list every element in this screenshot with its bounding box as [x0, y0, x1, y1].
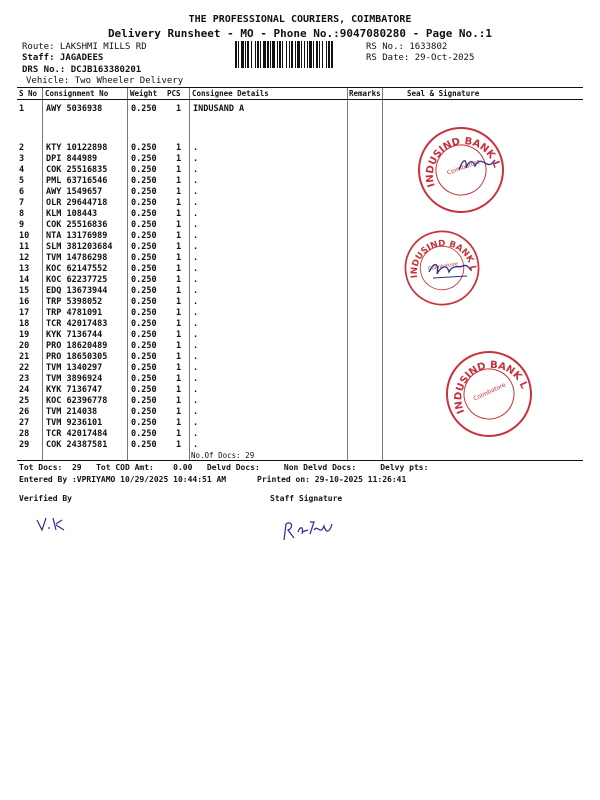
row-consignment-no: TRP 4781091 — [46, 308, 103, 318]
row-pcs: 1 — [176, 352, 182, 362]
row-weight: 0.250 — [131, 275, 157, 285]
col-header-consignee: Consignee Details — [192, 89, 269, 98]
runsheet-subtitle: Delivery Runsheet - MO - Phone No.:9047080280 - Page No.:1 — [107, 27, 493, 40]
row-consignee: . — [193, 286, 199, 296]
row-consignee: . — [193, 231, 199, 241]
staff-signature-label: Staff Signature — [270, 494, 343, 503]
row-weight: 0.250 — [131, 385, 157, 395]
row-weight: 0.250 — [131, 297, 157, 307]
row-pcs: 1 — [176, 374, 182, 384]
row-sno: 29 — [19, 440, 30, 450]
row-consignment-no: EDQ 13673944 — [46, 286, 108, 296]
row-sno: 15 — [19, 286, 30, 296]
barcode-bar — [282, 41, 283, 68]
row-pcs: 1 — [176, 165, 182, 175]
barcode-bar — [328, 41, 330, 68]
row-sno: 21 — [19, 352, 30, 362]
row-weight: 0.250 — [131, 418, 157, 428]
barcode-bar — [235, 41, 237, 68]
svg-text:INDUSIND BANK LTD: INDUSIND BANK LTD — [453, 359, 529, 416]
table-row — [17, 308, 583, 319]
row-sno: 1 — [19, 104, 25, 114]
row-pcs: 1 — [176, 286, 182, 296]
table-row — [17, 231, 583, 242]
row-sno: 27 — [19, 418, 30, 428]
no-of-docs: No.Of Docs: 29 — [191, 451, 255, 460]
row-consignment-no: KLM 108443 — [46, 209, 98, 219]
table-row — [17, 242, 583, 253]
row-sno: 26 — [19, 407, 30, 417]
row-weight: 0.250 — [131, 407, 157, 417]
row-pcs: 1 — [176, 242, 182, 252]
barcode-bar — [319, 41, 320, 68]
drs-number: DRS No.: DCJB163380201 — [22, 65, 142, 75]
row-consignee: . — [193, 154, 199, 164]
row-sno: 16 — [19, 297, 30, 307]
row-consignment-no: SLM 381203684 — [46, 242, 113, 252]
row-weight: 0.250 — [131, 176, 157, 186]
row-consignment-no: TRP 5398052 — [46, 297, 103, 307]
row-pcs: 1 — [176, 176, 182, 186]
row-consignee: . — [193, 143, 199, 153]
row-sno: 19 — [19, 330, 30, 340]
table-row — [17, 297, 583, 308]
svg-text:Coimbatore: Coimbatore — [446, 158, 482, 177]
row-consignee: . — [193, 187, 199, 197]
row-weight: 0.250 — [131, 341, 157, 351]
route-label: Route: LAKSHMI MILLS RD — [22, 42, 147, 52]
row-pcs: 1 — [176, 264, 182, 274]
handwritten-initials — [427, 258, 473, 282]
barcode-bar — [289, 41, 290, 68]
vehicle-label: Vehicle: Two Wheeler Delivery — [26, 76, 184, 86]
row-consignee: . — [193, 253, 199, 263]
barcode — [235, 41, 363, 68]
row-pcs: 1 — [176, 341, 182, 351]
row-pcs: 1 — [176, 297, 182, 307]
row-pcs: 1 — [176, 253, 182, 263]
barcode-bar — [247, 41, 249, 68]
barcode-bar — [326, 41, 327, 68]
table-row — [17, 440, 583, 451]
barcode-bar — [260, 41, 261, 68]
row-consignee: . — [193, 297, 199, 307]
row-consignment-no: PRO 18620489 — [46, 341, 108, 351]
barcode-bar — [291, 41, 293, 68]
row-sno: 18 — [19, 319, 30, 329]
staff-signature — [280, 518, 344, 544]
col-header-remarks: Remarks — [349, 89, 381, 98]
barcode-bar — [301, 41, 302, 68]
row-consignment-no: TCR 42017483 — [46, 319, 108, 329]
row-consignment-no: DPI 844989 — [46, 154, 98, 164]
row-consignee: . — [193, 220, 199, 230]
row-sno: 25 — [19, 396, 30, 406]
row-consignment-no: TVM 214038 — [46, 407, 98, 417]
row-weight: 0.250 — [131, 330, 157, 340]
barcode-bar — [309, 41, 312, 68]
row-pcs: 1 — [176, 220, 182, 230]
barcode-bar — [297, 41, 300, 68]
row-consignment-no: KTY 10122898 — [46, 143, 108, 153]
table-row — [17, 220, 583, 231]
row-weight: 0.250 — [131, 352, 157, 362]
row-sno: 5 — [19, 176, 25, 186]
row-sno: 11 — [19, 242, 30, 252]
barcode-bar — [286, 41, 287, 68]
col-header-pcs: PCS — [167, 89, 181, 98]
col-header-seal-signature: Seal & Signature — [407, 89, 480, 98]
row-weight: 0.250 — [131, 209, 157, 219]
row-sno: 24 — [19, 385, 30, 395]
row-weight: 0.250 — [131, 165, 157, 175]
row-sno: 3 — [19, 154, 25, 164]
row-pcs: 1 — [176, 104, 182, 114]
table-row — [17, 319, 583, 330]
row-weight: 0.250 — [131, 319, 157, 329]
row-pcs: 1 — [176, 319, 182, 329]
row-consignment-no: AWY 5036938 — [46, 104, 103, 114]
row-weight: 0.250 — [131, 231, 157, 241]
barcode-bar — [263, 41, 266, 68]
row-sno: 6 — [19, 187, 25, 197]
row-weight: 0.250 — [131, 286, 157, 296]
row-weight: 0.250 — [131, 253, 157, 263]
row-pcs: 1 — [176, 418, 182, 428]
row-consignee: . — [193, 264, 199, 274]
table-row — [17, 253, 583, 264]
handwritten-initials — [457, 154, 497, 176]
barcode-bar — [251, 41, 252, 68]
row-consignee: . — [193, 418, 199, 428]
row-consignee: . — [193, 363, 199, 373]
row-consignee: . — [193, 275, 199, 285]
row-consignment-no: KYK 7136747 — [46, 385, 103, 395]
row-weight: 0.250 — [131, 374, 157, 384]
row-weight: 0.250 — [131, 396, 157, 406]
barcode-bar — [316, 41, 318, 68]
barcode-bar — [304, 41, 305, 68]
row-consignee: . — [193, 209, 199, 219]
table-row — [17, 286, 583, 297]
runsheet-table — [17, 87, 583, 461]
row-consignee: . — [193, 352, 199, 362]
row-consignee: . — [193, 330, 199, 340]
col-header-weight: Weight — [130, 89, 158, 98]
row-pcs: 1 — [176, 440, 182, 450]
barcode-bar — [322, 41, 323, 68]
rs-date: RS Date: 29-Oct-2025 — [366, 53, 475, 63]
row-sno: 17 — [19, 308, 30, 318]
row-sno: 12 — [19, 253, 30, 263]
row-consignee: . — [193, 396, 199, 406]
barcode-bar — [331, 41, 333, 68]
barcode-bar — [272, 41, 275, 68]
bank-seal-stamp — [443, 348, 535, 440]
row-consignment-no: KOC 62396778 — [46, 396, 108, 406]
svg-text:Coimbatore: Coimbatore — [472, 381, 507, 403]
col-header-sno: S No — [19, 89, 38, 98]
verified-signature — [34, 514, 74, 536]
row-sno: 20 — [19, 341, 30, 351]
row-pcs: 1 — [176, 363, 182, 373]
row-consignee: . — [193, 385, 199, 395]
company-title: THE PROFESSIONAL COURIERS, COIMBATORE — [188, 14, 412, 25]
row-pcs: 1 — [176, 275, 182, 285]
row-sno: 7 — [19, 198, 25, 208]
barcode-bar — [277, 41, 278, 68]
row-sno: 13 — [19, 264, 30, 274]
svg-text:Coimbatore: Coimbatore — [427, 261, 459, 273]
barcode-bar — [307, 41, 308, 68]
barcode-bar — [245, 41, 246, 68]
row-consignment-no: TVM 14786298 — [46, 253, 108, 263]
table-row — [17, 264, 583, 275]
row-weight: 0.250 — [131, 143, 157, 153]
row-consignee: . — [193, 407, 199, 417]
barcode-bar — [313, 41, 314, 68]
row-consignment-no: COK 24387581 — [46, 440, 108, 450]
barcode-bar — [295, 41, 296, 68]
row-pcs: 1 — [176, 385, 182, 395]
row-consignee: . — [193, 319, 199, 329]
row-consignee: . — [193, 165, 199, 175]
table-row — [17, 330, 583, 341]
row-consignment-no: NTA 13176989 — [46, 231, 108, 241]
row-weight: 0.250 — [131, 264, 157, 274]
row-sno: 8 — [19, 209, 25, 219]
row-consignee: . — [193, 341, 199, 351]
table-row — [17, 104, 583, 115]
row-pcs: 1 — [176, 231, 182, 241]
row-consignment-no: TVM 1340297 — [46, 363, 103, 373]
barcode-bar — [279, 41, 281, 68]
row-pcs: 1 — [176, 429, 182, 439]
row-sno: 9 — [19, 220, 25, 230]
row-weight: 0.250 — [131, 429, 157, 439]
row-sno: 4 — [19, 165, 25, 175]
row-consignment-no: KYK 7136744 — [46, 330, 103, 340]
barcode-bar — [238, 41, 239, 68]
row-consignment-no: PRO 18650305 — [46, 352, 108, 362]
row-consignee: . — [193, 308, 199, 318]
totals-line: Tot Docs: 29 Tot COD Amt: 0.00 Delvd Docs: Non Delvd Docs: Delvy pts: — [19, 463, 429, 472]
row-weight: 0.250 — [131, 198, 157, 208]
staff-label: Staff: JAGADEES — [22, 53, 104, 63]
printed-on: Printed on: 29-10-2025 11:26:41 — [257, 475, 407, 484]
row-consignment-no: COK 25516835 — [46, 165, 108, 175]
row-pcs: 1 — [176, 308, 182, 318]
row-pcs: 1 — [176, 154, 182, 164]
row-weight: 0.250 — [131, 104, 157, 114]
row-consignment-no: TCR 42017484 — [46, 429, 108, 439]
row-weight: 0.250 — [131, 187, 157, 197]
barcode-bar — [241, 41, 244, 68]
row-consignment-no: KOC 62237725 — [46, 275, 108, 285]
row-consignment-no: TVM 9236101 — [46, 418, 103, 428]
row-pcs: 1 — [176, 209, 182, 219]
verified-by-label: Verified By — [19, 494, 72, 503]
row-consignment-no: COK 25516836 — [46, 220, 108, 230]
row-pcs: 1 — [176, 407, 182, 417]
row-consignment-no: KOC 62147552 — [46, 264, 108, 274]
row-sno: 14 — [19, 275, 30, 285]
barcode-bar — [270, 41, 271, 68]
row-consignment-no: AWY 1549657 — [46, 187, 103, 197]
row-consignment-no: TVM 3896924 — [46, 374, 103, 384]
row-consignee: . — [193, 374, 199, 384]
row-pcs: 1 — [176, 187, 182, 197]
svg-text:INDUSIND BANK LTD: INDUSIND BANK LTD — [409, 238, 478, 279]
svg-text:INDUSIND BANK LTD: INDUSIND BANK LTD — [424, 136, 502, 189]
row-sno: 10 — [19, 231, 30, 241]
row-consignment-no: OLR 29644718 — [46, 198, 108, 208]
row-pcs: 1 — [176, 143, 182, 153]
row-weight: 0.250 — [131, 363, 157, 373]
row-consignment-no: PML 63716546 — [46, 176, 108, 186]
row-weight: 0.250 — [131, 220, 157, 230]
row-sno: 22 — [19, 363, 30, 373]
row-consignee: . — [193, 176, 199, 186]
row-consignee: . — [193, 242, 199, 252]
row-sno: 23 — [19, 374, 30, 384]
row-weight: 0.250 — [131, 154, 157, 164]
row-sno: 28 — [19, 429, 30, 439]
row-consignee: . — [193, 440, 199, 450]
row-weight: 0.250 — [131, 308, 157, 318]
barcode-bar — [255, 41, 256, 68]
barcode-bar — [267, 41, 269, 68]
entered-by: Entered By :VPRIYAMO 10/29/2025 10:44:51 AM — [19, 475, 227, 484]
row-pcs: 1 — [176, 396, 182, 406]
row-sno: 2 — [19, 143, 25, 153]
row-consignee: . — [193, 198, 199, 208]
barcode-bar — [257, 41, 259, 68]
rs-number: RS No.: 1633802 — [366, 42, 448, 52]
row-pcs: 1 — [176, 330, 182, 340]
row-pcs: 1 — [176, 198, 182, 208]
col-header-consignment: Consignment No — [45, 89, 109, 98]
table-row — [17, 275, 583, 286]
row-consignee: . — [193, 429, 199, 439]
row-weight: 0.250 — [131, 440, 157, 450]
row-consignee: INDUSAND A — [193, 104, 245, 114]
row-weight: 0.250 — [131, 242, 157, 252]
